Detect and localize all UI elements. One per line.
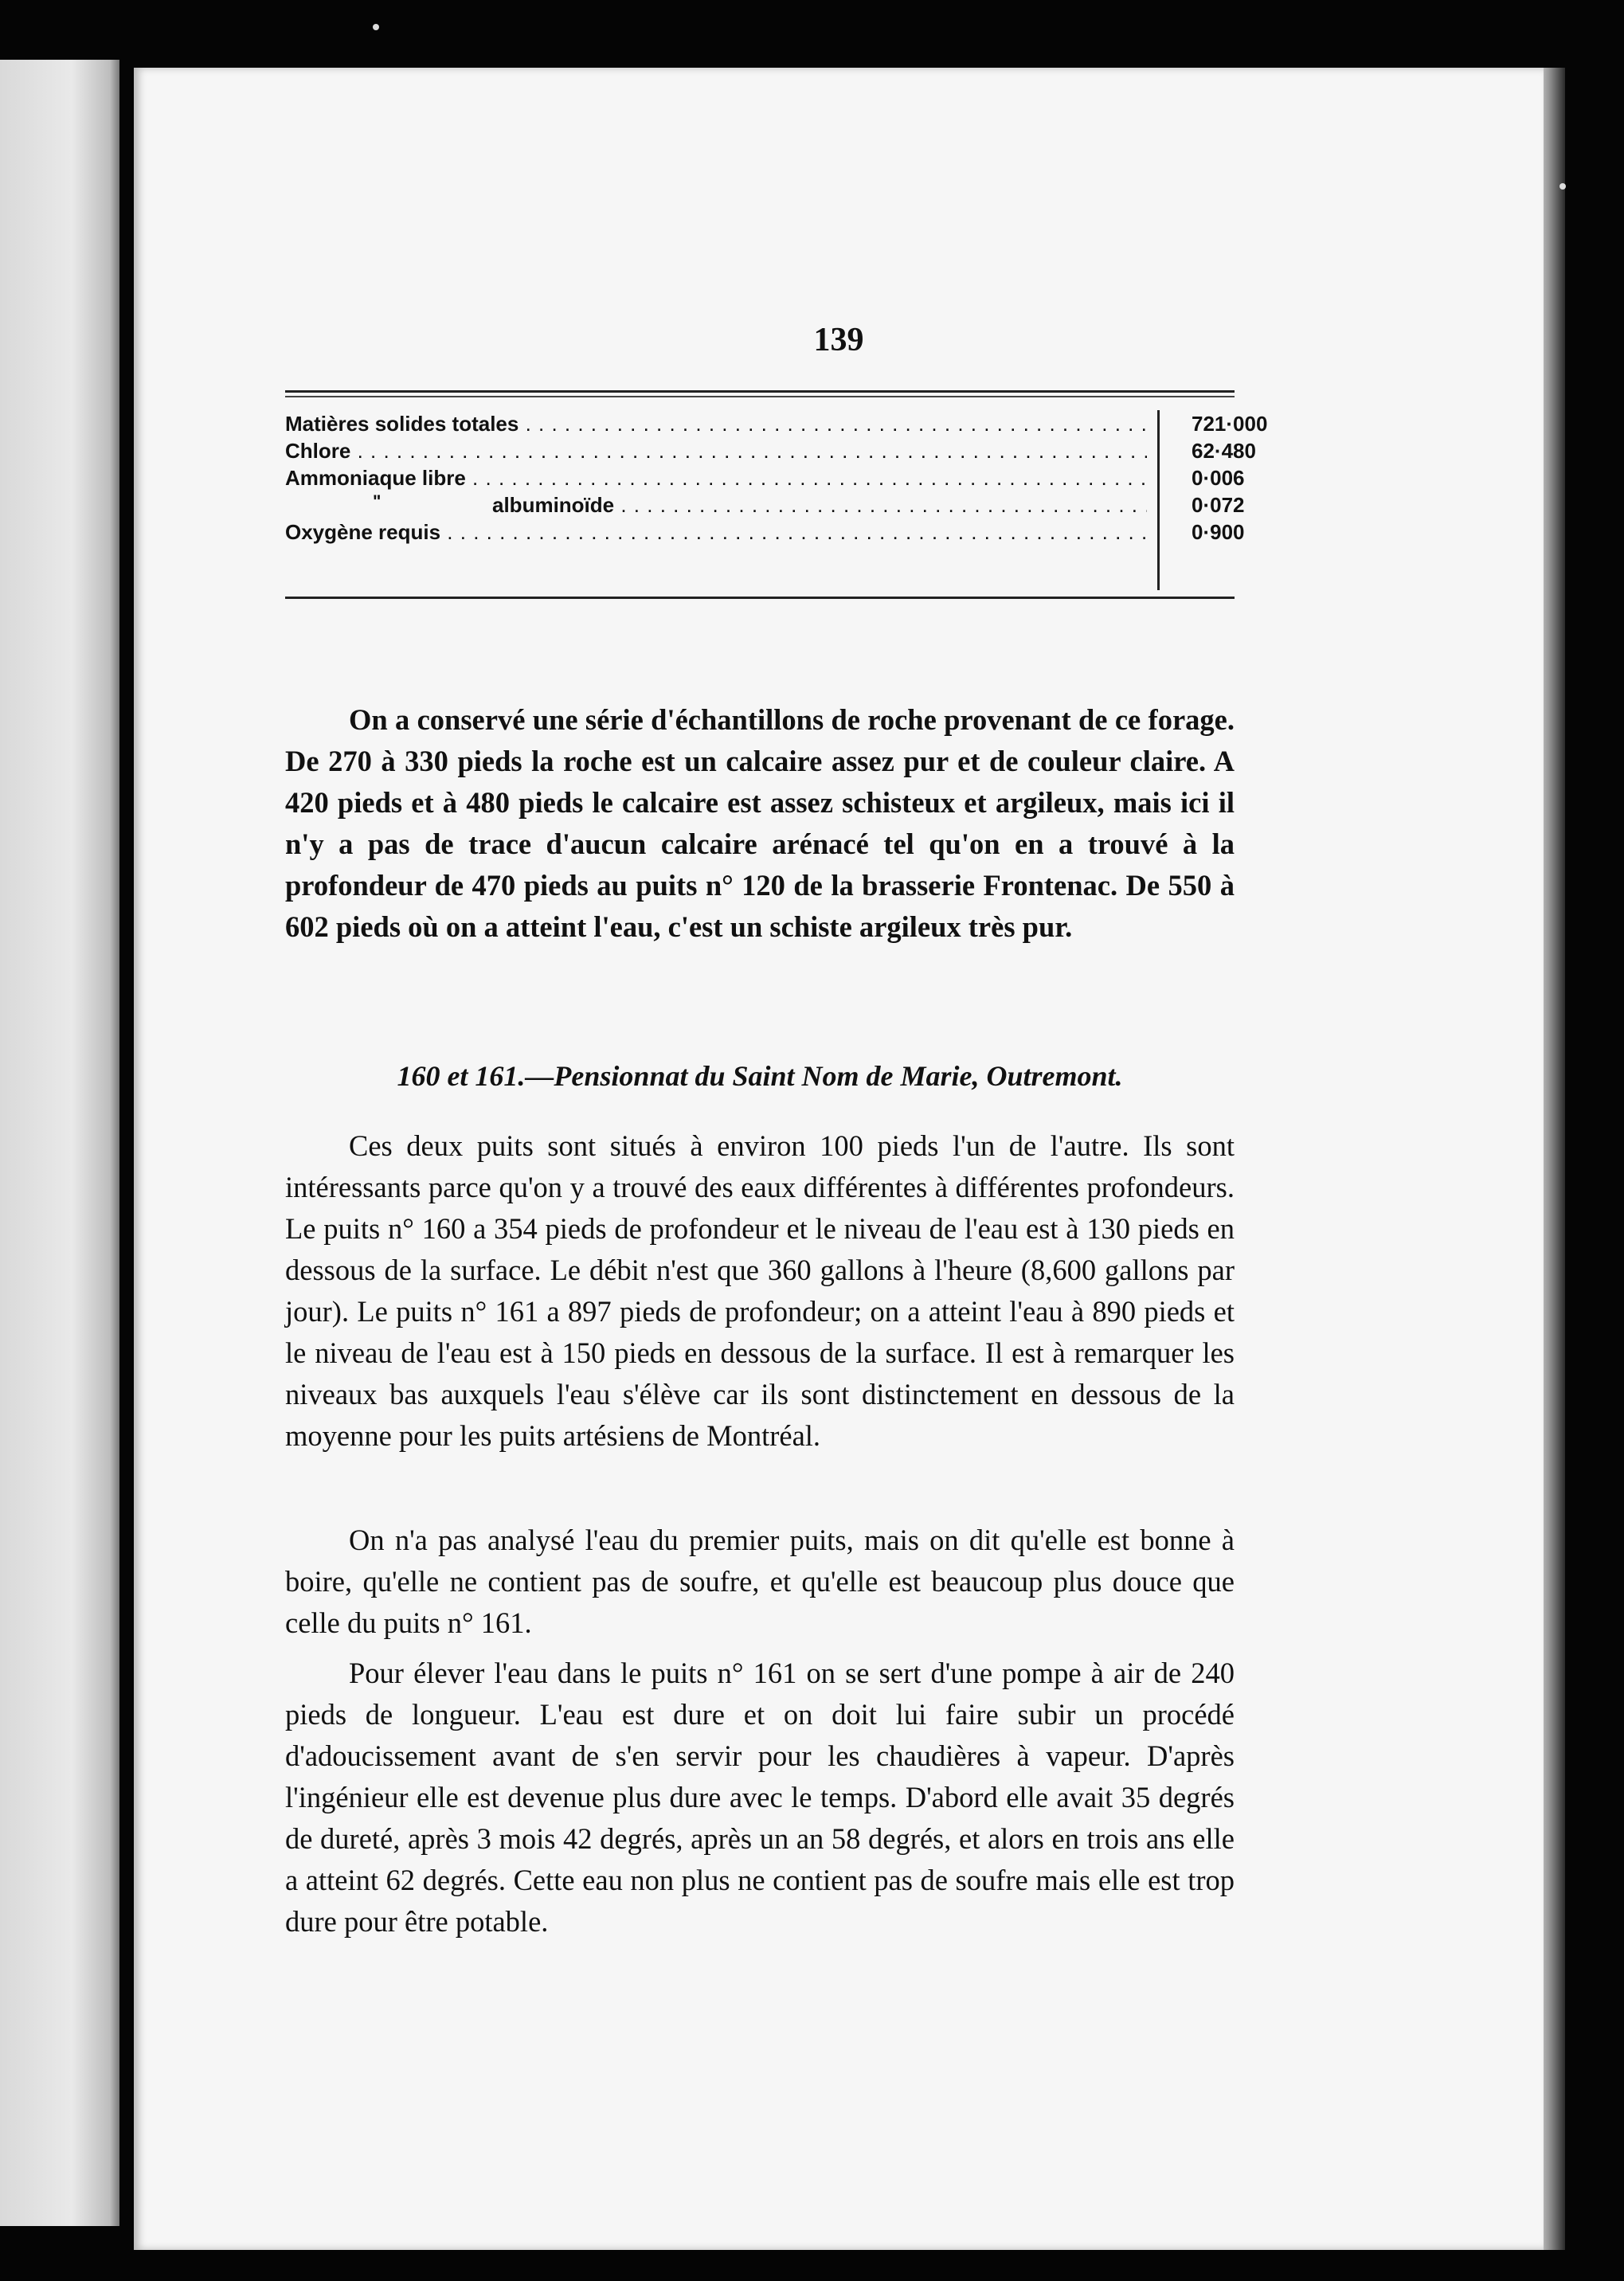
row-label: Matières solides totales . . . [285, 410, 1147, 437]
row-value: 0·900 [1192, 520, 1245, 544]
facing-page-edge [0, 60, 119, 2226]
row-label: Chlore . . . [285, 437, 1147, 464]
row-label: Oxygène requis . . . [285, 518, 1147, 546]
ditto-mark: " [373, 491, 382, 511]
table-bottom-rule [285, 597, 1235, 599]
row-label: Ammoniaque libre . . . [285, 464, 1147, 491]
paragraph-first-well-water [285, 1520, 1235, 1644]
table-row [285, 410, 1268, 437]
paragraph-rock-samples [285, 699, 1235, 948]
scan-speck [373, 24, 379, 30]
paragraph-wells-description [285, 1125, 1235, 1457]
page-number: 139 [813, 322, 864, 358]
table-row [285, 437, 1256, 464]
paragraph-text: Pour élever l'eau dans le puits n° 161 on se sert d'une pompe à air de 240 pieds de longueur. L'eau est dure et on doit lui faire subir un procédé d'adoucissement avant de s'en servir pour les chaudières à vapeur. D'après l'ingénieur elle est devenue plus dure avec le temps. D'abord elle avait 35 degrés de dureté, après 3 mois 42 degrés, après un an 58 degrés, et alors en trois ans elle a atteint 62 degrés. Cette eau non plus ne contient pas de soufre mais elle est trop dure pour être potable. [285, 1657, 1235, 1938]
row-label-text: albuminoïde [492, 493, 615, 517]
table-top-rule-inner [285, 396, 1235, 397]
row-value: 0·072 [1192, 493, 1245, 517]
scan-speck [1559, 183, 1566, 190]
row-value: 0·006 [1192, 466, 1245, 490]
table-top-rule [285, 390, 1235, 393]
paragraph-text: On n'a pas analysé l'eau du premier puits, mais on dit qu'elle est bonne à boire, qu'elle ne contient pas de soufre, et qu'elle est beaucoup plus douce que celle du puits n° 161. [285, 1524, 1235, 1639]
row-label [285, 491, 1147, 518]
paragraph-pump-hardness [285, 1653, 1235, 1943]
table-row [285, 491, 1245, 518]
row-value: 62·480 [1192, 439, 1256, 463]
row-value: 721·000 [1192, 412, 1268, 436]
section-heading: 160 et 161.—Pensionnat du Saint Nom de Marie, Outremont. [397, 1060, 1123, 1092]
table-row [285, 518, 1245, 546]
paragraph-text: On a conservé une série d'échantillons de roche provenant de ce forage. De 270 à 330 pieds la roche est un calcaire assez pur et de couleur claire. A 420 pieds et à 480 pieds le calcaire est assez schisteux et argileux, mais ici il n'y a pas de trace d'aucun calcaire arénacé tel qu'on en a trouvé à la profondeur de 470 pieds au puits n° 120 de la brasserie Frontenac. De 550 à 602 pieds où on a atteint l'eau, c'est un schiste argileux très pur. [285, 703, 1235, 943]
table-row [285, 464, 1245, 491]
water-analysis-table [285, 410, 1268, 593]
paragraph-text: Ces deux puits sont situés à environ 100 pieds l'un de l'autre. Ils sont intéressants parce qu'on y a trouvé des eaux différentes à différentes profondeurs. Le puits n° 160 a 354 pieds de profondeur et le niveau de l'eau est à 130 pieds en dessous de la surface. Le débit n'est que 360 gallons à l'heure (8,600 gallons par jour). Le puits n° 161 a 897 pieds de profondeur; on a atteint l'eau à 890 pieds et le niveau de l'eau est à 150 pieds en dessous de la surface. Il est à remarquer les niveaux bas auxquels l'eau s'élève car ils sont distinctement en dessous de la moyenne pour les puits artésiens de Montréal. [285, 1129, 1235, 1452]
book-spine-edge [1541, 68, 1565, 2250]
book-page [134, 68, 1544, 2250]
